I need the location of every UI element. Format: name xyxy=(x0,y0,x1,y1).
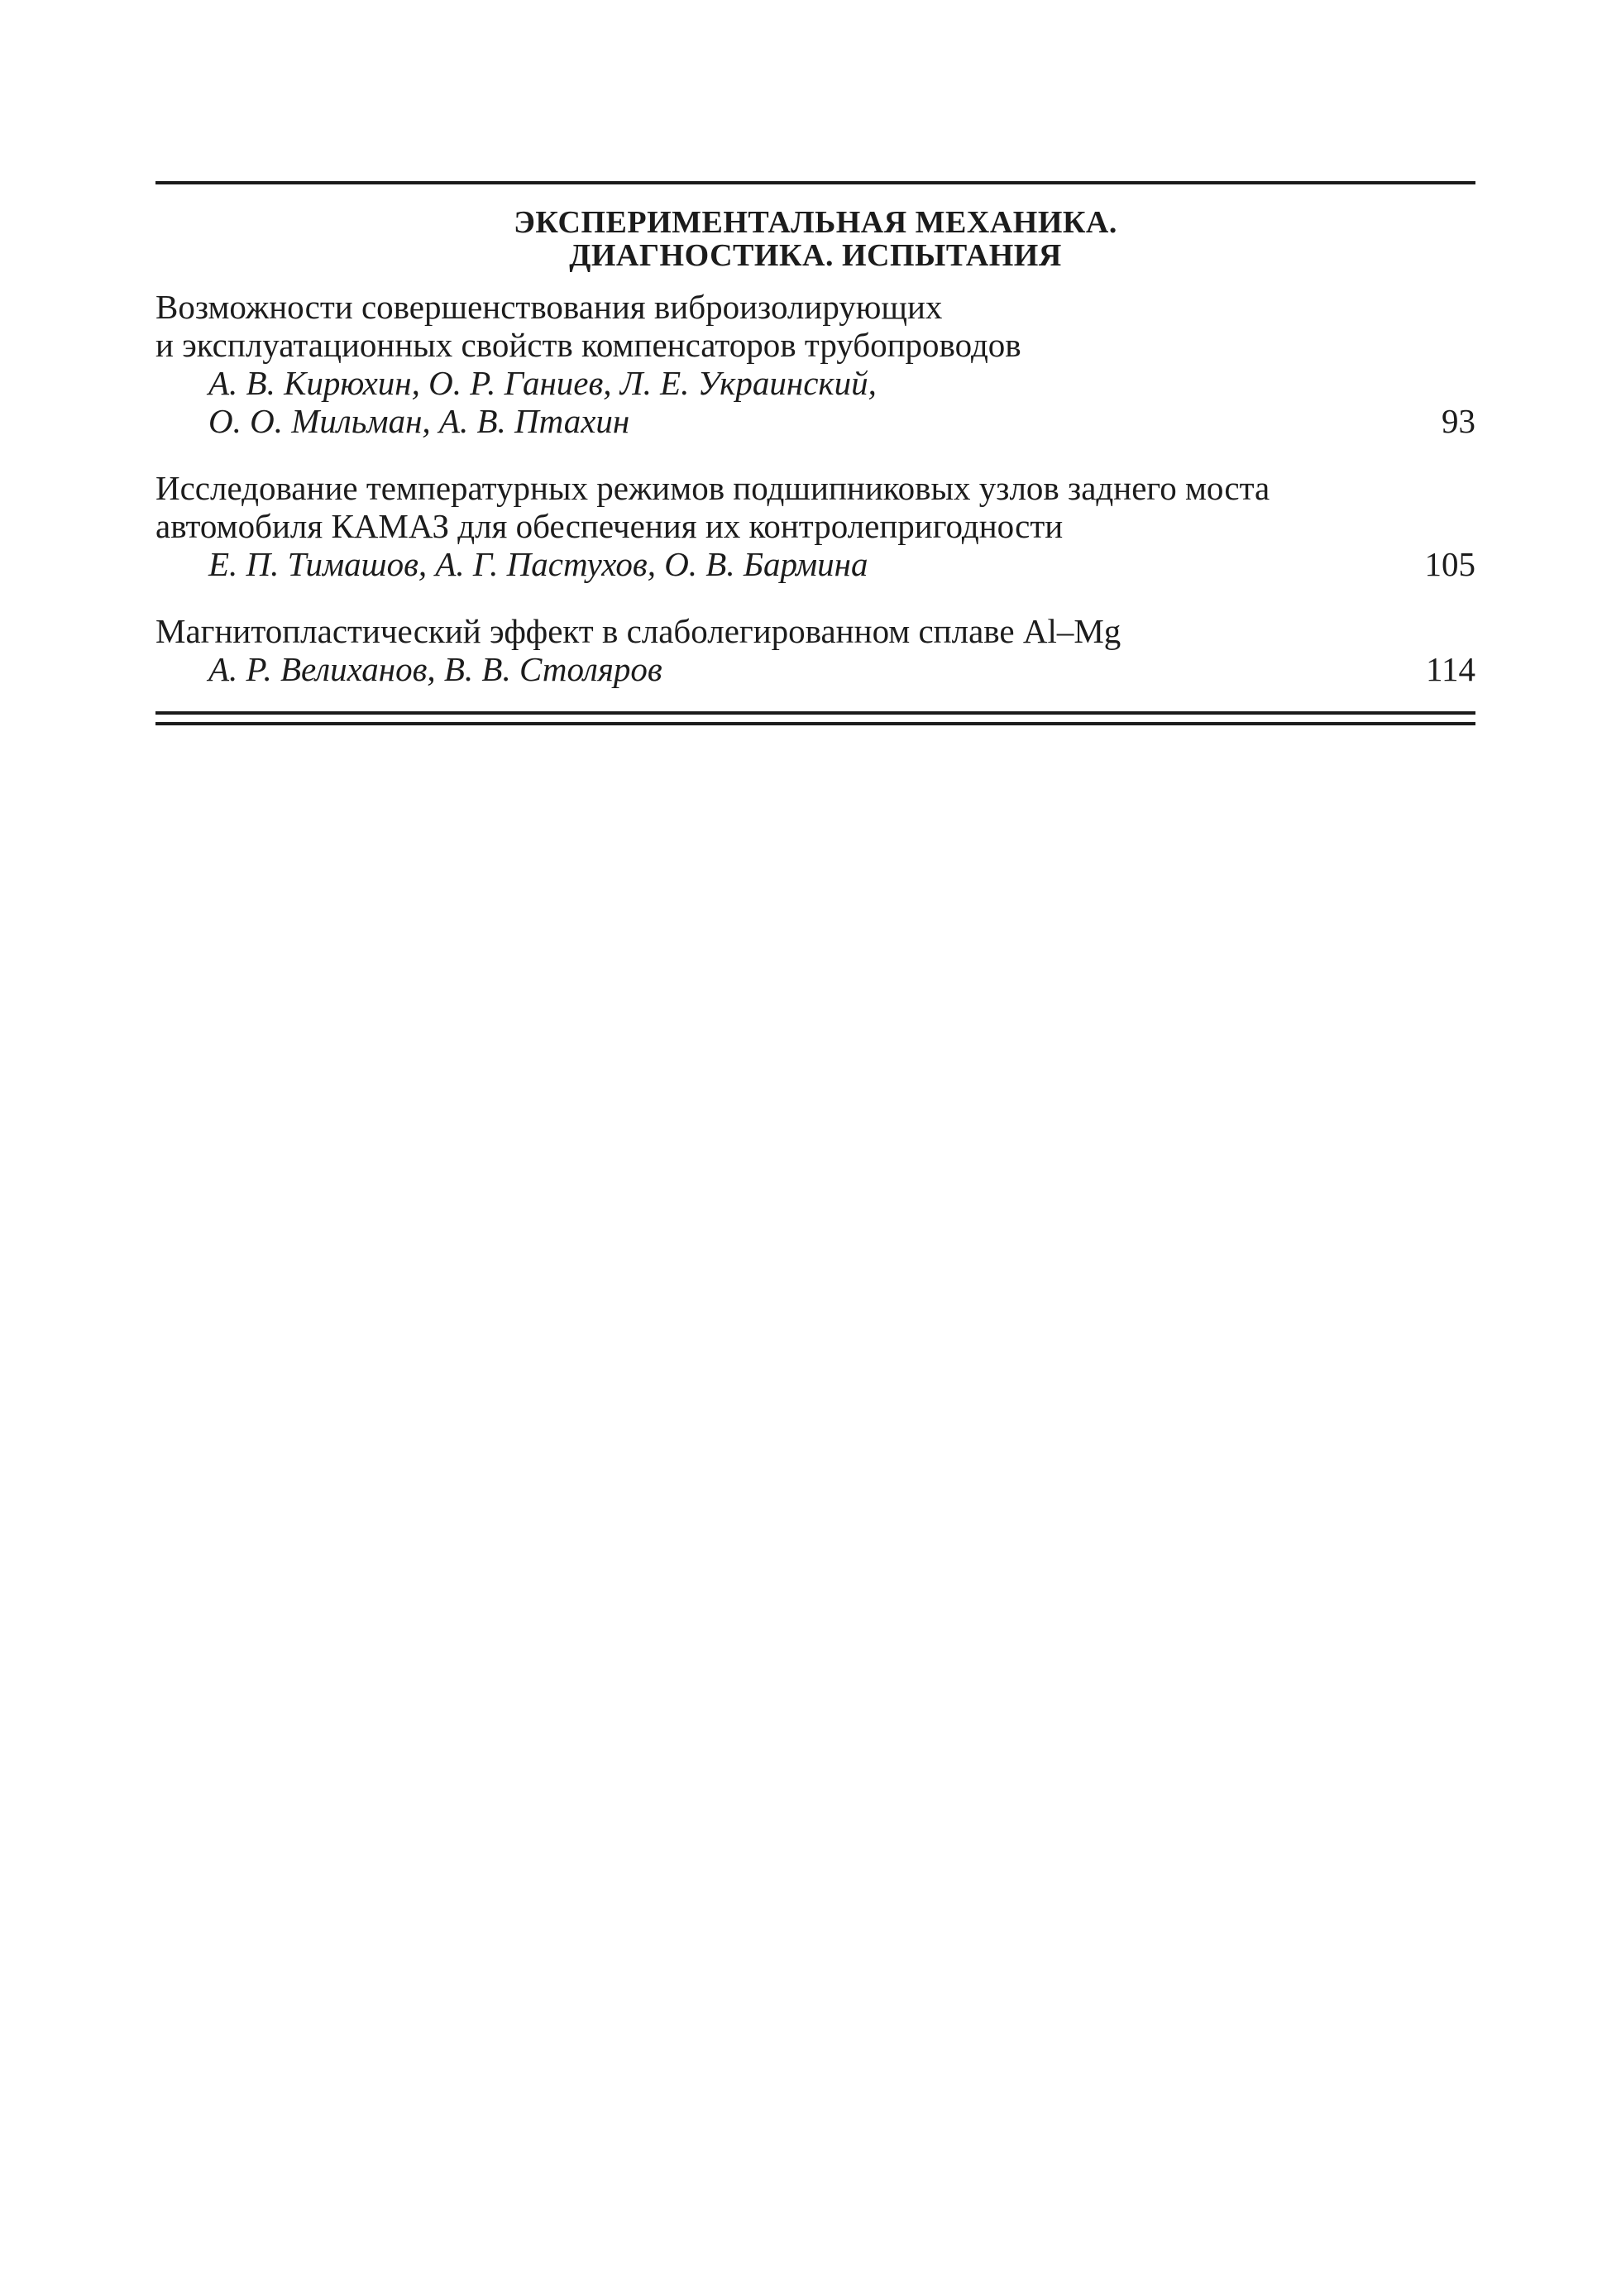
article-page-number: 93 xyxy=(1442,402,1475,440)
article-authors-row xyxy=(155,650,1475,688)
bottom-rule-upper xyxy=(155,711,1475,715)
toc-entry xyxy=(155,612,1475,688)
article-authors-line: Е. П. Тимашов, А. Г. Пастухов, О. В. Бармина xyxy=(208,545,868,583)
article-authors-line: А. Р. Велиханов, В. В. Столяров xyxy=(208,650,662,688)
section-header-line-1: ЭКСПЕРИМЕНТАЛЬНАЯ МЕХАНИКА. xyxy=(514,205,1117,240)
top-rule xyxy=(155,181,1475,184)
toc-entry xyxy=(155,288,1475,440)
section-header-line-2: ДИАГНОСТИКА. ИСПЫТАНИЯ xyxy=(569,238,1062,273)
article-authors-line: О. О. Мильман, А. В. Птахин xyxy=(208,402,630,440)
article-title-line: Исследование температурных режимов подшипниковых узлов заднего моста xyxy=(155,469,1270,507)
article-title-line: автомобиля КАМАЗ для обеспечения их контролепригодности xyxy=(155,507,1064,545)
table-of-contents xyxy=(155,288,1475,717)
article-title-line: и эксплуатационных свойств компенсаторов трубопроводов xyxy=(155,326,1021,364)
article-title-line: Возможности совершенствования виброизолирующих xyxy=(155,288,943,326)
article-page-number: 105 xyxy=(1424,545,1475,583)
article-authors-row xyxy=(155,402,1475,440)
bottom-rule-lower xyxy=(155,722,1475,725)
article-authors-row xyxy=(155,545,1475,583)
article-page-number: 114 xyxy=(1426,650,1475,688)
article-authors-line: А. В. Кирюхин, О. Р. Ганиев, Л. Е. Украинский, xyxy=(208,364,877,402)
article-title-line: Магнитопластический эффект в слаболегированном сплаве Al–Mg xyxy=(155,612,1121,650)
section-header xyxy=(155,206,1475,272)
toc-entry xyxy=(155,469,1475,583)
